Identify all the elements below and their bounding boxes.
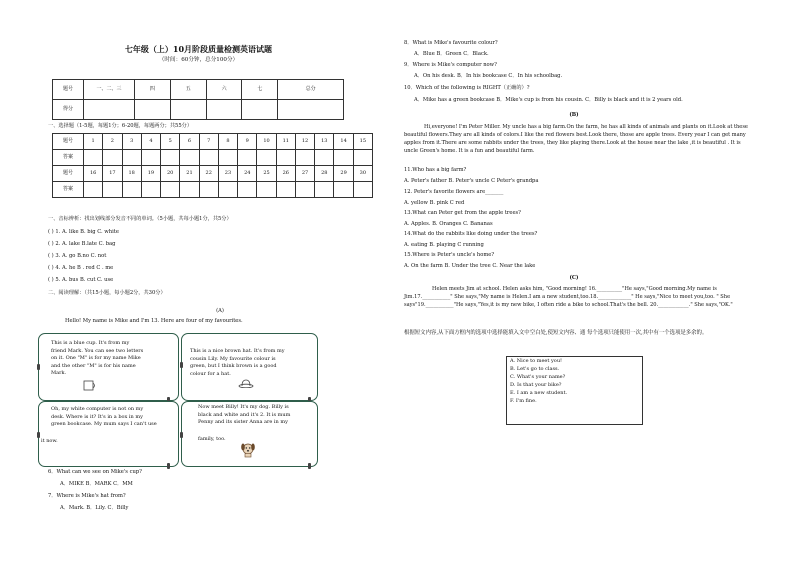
section1-heading: 一、选择题（1-5题，每题1分；6-20题，每题两分；共55分） bbox=[48, 123, 193, 129]
question-number-cell: 4 bbox=[141, 134, 160, 150]
question-number-cell: 17 bbox=[103, 166, 122, 182]
passage-c-label: (C) bbox=[569, 275, 579, 281]
box-line: cousin Lily. My favourite colour is bbox=[190, 355, 276, 362]
question-number-cell: 16 bbox=[84, 166, 103, 182]
box-line: This is a nice brown hat. It's from my bbox=[190, 348, 285, 354]
passage-b-options[interactable]: A. eating B. playing C running bbox=[404, 242, 484, 248]
question-number-cell: 24 bbox=[238, 166, 257, 182]
answer-cell[interactable] bbox=[141, 150, 160, 166]
favourite-box-cup bbox=[38, 333, 179, 401]
passage-c-text: Helen meets Jim at school. Helen asks him, "Good morning! 16.__________"He says,"Good morning.My name is Jim.17.___________" She says,"My name is Helen.I am a new student,too.18._____________" He says,"Nice to meet you,too. " She says"19.___________"He says,"Yes,it is my new bike, I often ride a bike to school.That's the bell. 20.____________." She says,"OK." bbox=[404, 286, 733, 308]
cup-icon bbox=[83, 379, 97, 391]
question-number-cell: 1 bbox=[84, 134, 103, 150]
answer-cell[interactable] bbox=[103, 150, 122, 166]
favourite-box-computer bbox=[38, 401, 179, 467]
table-cell: 六 bbox=[206, 80, 242, 100]
answer-cell[interactable] bbox=[180, 182, 199, 198]
answer-grid bbox=[52, 133, 373, 198]
table-row bbox=[53, 150, 373, 166]
answer-cell[interactable] bbox=[199, 182, 218, 198]
answer-cell[interactable] bbox=[353, 182, 372, 198]
question-9-options[interactable]: A．On his desk. B．In his bookcase C．In his schoolbag. bbox=[414, 73, 563, 79]
table-cell: 五 bbox=[170, 80, 206, 100]
table-row bbox=[53, 80, 344, 100]
box-line: This is a blue cup. It's from my bbox=[51, 340, 130, 346]
question-number-cell: 19 bbox=[141, 166, 160, 182]
question-number-cell: 11 bbox=[276, 134, 295, 150]
question-9: 9．Where is Mike's computer now? bbox=[404, 62, 497, 68]
answer-cell[interactable] bbox=[141, 182, 160, 198]
box-line: black and white and it's 2. It is mum bbox=[198, 411, 291, 418]
box-line: green bookcase. My mum says I can't use bbox=[51, 421, 157, 427]
answer-cell[interactable] bbox=[238, 182, 257, 198]
clip-icon bbox=[37, 432, 40, 438]
box-line: and the other "M" is for his name bbox=[51, 362, 136, 369]
question-8-options[interactable]: A．Blue B．Green C．Black. bbox=[414, 51, 489, 57]
answer-cell[interactable] bbox=[315, 182, 334, 198]
clip-icon bbox=[167, 463, 170, 469]
answer-cell[interactable] bbox=[170, 100, 206, 120]
question-number-cell: 13 bbox=[315, 134, 334, 150]
question-number-cell: 7 bbox=[199, 134, 218, 150]
phonics-item: ( ) 2. A. lake B.late C. bag bbox=[48, 241, 116, 247]
answer-cell[interactable] bbox=[122, 182, 141, 198]
answer-cell[interactable] bbox=[238, 150, 257, 166]
answer-cell[interactable] bbox=[218, 150, 237, 166]
hat-icon bbox=[238, 379, 254, 388]
answer-cell[interactable] bbox=[257, 150, 276, 166]
passage-b-options[interactable]: A. On the farm B. Under the tree C. Near the lake bbox=[404, 263, 536, 269]
passage-a-label: (A) bbox=[216, 308, 224, 314]
table-cell: 题号 bbox=[53, 166, 84, 182]
box-line: colour for a hat. bbox=[190, 370, 231, 377]
answer-cell[interactable] bbox=[334, 150, 353, 166]
box-line: Oh, my white computer is not on my bbox=[51, 406, 144, 412]
question-number-cell: 25 bbox=[257, 166, 276, 182]
table-cell: 答案 bbox=[53, 150, 84, 166]
table-row bbox=[53, 100, 344, 120]
passage-b-question: 12. Peter's favorite flowers are_______ bbox=[404, 189, 504, 195]
answer-cell[interactable] bbox=[84, 182, 103, 198]
question-number-cell: 20 bbox=[161, 166, 180, 182]
table-cell: 答案 bbox=[53, 182, 84, 198]
dog-icon bbox=[240, 440, 256, 458]
passage-b-options[interactable]: A. Peter's father B. Peter's uncle C Peter's grandpa bbox=[404, 178, 539, 184]
answer-cell[interactable] bbox=[276, 150, 295, 166]
answer-cell[interactable] bbox=[315, 150, 334, 166]
box-line: Mark. bbox=[51, 370, 67, 376]
box-line: Now meet Billy! It's my dog. Billy is bbox=[198, 404, 289, 410]
passage-a-intro: Hello! My name is Mike and I'm 13. Here are four of my favourites. bbox=[65, 318, 243, 324]
clip-icon bbox=[37, 364, 40, 370]
question-number-cell: 14 bbox=[334, 134, 353, 150]
answer-cell[interactable] bbox=[103, 182, 122, 198]
box-line: family, too. bbox=[198, 435, 226, 442]
box-line: desk. Where is it? It's in a box in my bbox=[51, 413, 143, 420]
phonics-item: ( ) 4. A. he B . red C . me bbox=[48, 265, 114, 271]
answer-cell[interactable] bbox=[180, 150, 199, 166]
question-6-options[interactable]: A．MIKE B．MARK C．MM bbox=[60, 481, 133, 487]
answer-cell[interactable] bbox=[84, 150, 103, 166]
box-line: Penny and its sister Anna are in my bbox=[198, 419, 288, 425]
question-number-cell: 27 bbox=[295, 166, 314, 182]
option-item: B. Let's go to class. bbox=[510, 366, 560, 372]
passage-b-options[interactable]: A. yellow B. pink C red bbox=[404, 200, 465, 206]
passage-b-question: 13.What can Peter get from the apple trees? bbox=[404, 210, 521, 216]
answer-cell[interactable] bbox=[334, 182, 353, 198]
box-line: on it. One "M" is for my name Mike bbox=[51, 355, 141, 361]
favourite-box-dog bbox=[181, 401, 318, 467]
table-row bbox=[53, 134, 373, 150]
phonics-item: ( ) 5. A. bus B. cut C. use bbox=[48, 277, 114, 283]
question-number-cell: 22 bbox=[199, 166, 218, 182]
question-number-cell: 6 bbox=[180, 134, 199, 150]
answer-cell[interactable] bbox=[84, 100, 135, 120]
table-row bbox=[53, 182, 373, 198]
phonics-item: ( ) 3. A. go B.no C. not bbox=[48, 253, 107, 259]
table-cell: 总分 bbox=[278, 80, 344, 100]
passage-b-question: 15.Where is Peter's uncle's home? bbox=[404, 252, 495, 258]
answer-cell[interactable] bbox=[199, 150, 218, 166]
question-10: 10．Which of the following is RIGHT（正确的）? bbox=[404, 85, 530, 91]
answer-cell[interactable] bbox=[295, 182, 314, 198]
answer-cell[interactable] bbox=[353, 150, 372, 166]
question-7: 7．Where is Mike's hat from? bbox=[48, 493, 126, 499]
passage-b-label: (B) bbox=[569, 112, 579, 118]
reading-heading: 二、阅读理解：（共15小题，每小题2分，共30分） bbox=[48, 290, 166, 296]
passage-c-instruction: 根据短文内容,从下面方框内的选项中选择能填入文中空白处,使短文内容、通 每个选项只能使用一次,其中有一个选项是多余的。 bbox=[404, 330, 708, 336]
question-6: 6．What can we see on Mike's cup? bbox=[48, 469, 142, 475]
passage-b-options[interactable]: A. Apples. B. Oranges C. Bananas bbox=[404, 221, 493, 227]
options-box bbox=[506, 356, 643, 425]
question-10-options[interactable]: A．Mike has a green bookcase B．Mike's cup is from his cousin. C．Billy is black and it is 2 years old. bbox=[414, 97, 683, 103]
table-cell: 题号 bbox=[53, 80, 84, 100]
table-cell: 得分 bbox=[53, 100, 84, 120]
question-number-cell: 30 bbox=[353, 166, 372, 182]
question-7-options[interactable]: A．Mark. B．Lily. C．Billy bbox=[60, 505, 129, 511]
answer-cell[interactable] bbox=[122, 150, 141, 166]
phonics-heading: 一、音标辨析：找出划线部分发音不同的单词。（5小题，共每小题1分，共5分） bbox=[48, 216, 232, 222]
box-line: it now. bbox=[41, 437, 58, 444]
option-item: D. Is that your bike? bbox=[510, 382, 562, 388]
question-number-cell: 2 bbox=[103, 134, 122, 150]
table-cell: 一、二、三 bbox=[84, 80, 135, 100]
answer-cell[interactable] bbox=[161, 150, 180, 166]
question-number-cell: 29 bbox=[334, 166, 353, 182]
question-number-cell: 3 bbox=[122, 134, 141, 150]
passage-b-question: 11.Who has a big farm? bbox=[404, 167, 467, 173]
answer-cell[interactable] bbox=[206, 100, 242, 120]
answer-cell[interactable] bbox=[242, 100, 278, 120]
table-cell: 题号 bbox=[53, 134, 84, 150]
clip-icon bbox=[180, 432, 183, 438]
question-number-cell: 21 bbox=[180, 166, 199, 182]
clip-icon bbox=[308, 463, 311, 469]
box-line: friend Mark. You can see two letters bbox=[51, 347, 144, 354]
score-table bbox=[52, 79, 344, 120]
question-number-cell: 23 bbox=[218, 166, 237, 182]
question-number-cell: 26 bbox=[276, 166, 295, 182]
option-item: C. What's your name? bbox=[510, 374, 566, 380]
question-number-cell: 10 bbox=[257, 134, 276, 150]
question-8: 8．What is Mike's favourite colour? bbox=[404, 40, 498, 46]
question-number-cell: 8 bbox=[218, 134, 237, 150]
table-row bbox=[53, 166, 373, 182]
passage-b-text: Hi,everyone! I'm Peter Miller. My uncle has a big farm.On the farm, he has all kinds of animals and plants on it.Look at these beautiful flowers.They are all kinds of colors.I like the red flowers best.Look there, those are apple trees. Every year I can get many apples from it.There are some rabbits under the trees, they like playing there.Look at the house near the lake ,it is beautiful . It is uncle Green's home. It is a fun and beautiful farm. bbox=[404, 124, 748, 154]
question-number-cell: 28 bbox=[315, 166, 334, 182]
answer-cell[interactable] bbox=[276, 182, 295, 198]
answer-cell[interactable] bbox=[161, 182, 180, 198]
question-number-cell: 9 bbox=[238, 134, 257, 150]
option-item: A. Nice to meet you! bbox=[510, 358, 563, 364]
question-number-cell: 12 bbox=[295, 134, 314, 150]
clip-icon bbox=[180, 362, 183, 368]
question-number-cell: 5 bbox=[161, 134, 180, 150]
question-number-cell: 18 bbox=[122, 166, 141, 182]
box-line: green, but I think brown is a good bbox=[190, 363, 277, 369]
passage-b-question: 14.What do the rabbits like doing under the trees? bbox=[404, 231, 538, 237]
answer-cell[interactable] bbox=[257, 182, 276, 198]
phonics-item: ( ) 1. A. like B. big C. white bbox=[48, 229, 119, 235]
favourite-box-hat bbox=[181, 333, 318, 401]
table-cell: 四 bbox=[135, 80, 171, 100]
exam-subtitle: （时间：60分钟，总分100分） bbox=[158, 57, 239, 63]
answer-cell[interactable] bbox=[278, 100, 344, 120]
question-number-cell: 15 bbox=[353, 134, 372, 150]
option-item: E. I am a new student. bbox=[510, 390, 568, 396]
exam-title: 七年级（上）10月阶段质量检测英语试题 bbox=[124, 44, 273, 54]
answer-cell[interactable] bbox=[135, 100, 171, 120]
option-item: F. I'm fine. bbox=[510, 398, 537, 404]
answer-cell[interactable] bbox=[218, 182, 237, 198]
answer-cell[interactable] bbox=[295, 150, 314, 166]
table-cell: 七 bbox=[242, 80, 278, 100]
